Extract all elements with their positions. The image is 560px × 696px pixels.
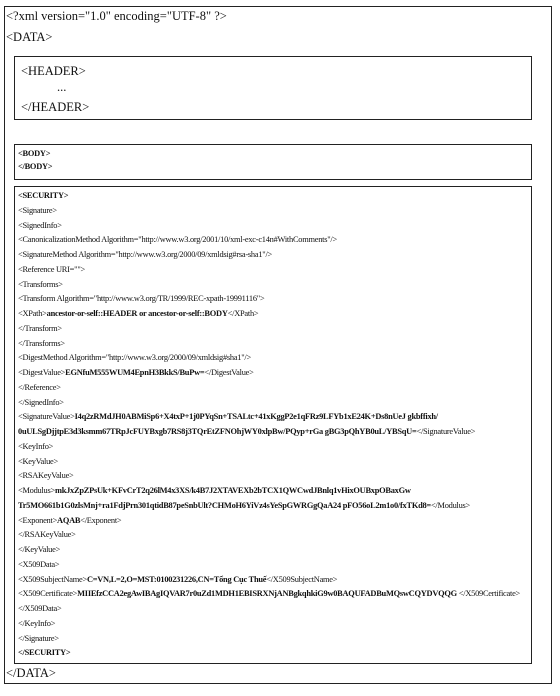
security-line — [18, 207, 57, 215]
header-open-tag: <HEADER> — [21, 64, 86, 78]
security-line-tag: </KeyValue> — [18, 545, 61, 554]
security-line-tag: </SignatureValue> — [416, 427, 476, 436]
security-line-value: 0uULSgDjjtpE3d3ksmm67TRpJcFUYBxgb7RS8j3TQrEtZFNOhjWY0xlpBw/PQyp+rGa gBG3pQhYB0uL/YBSqU= — [18, 427, 417, 436]
xml-declaration: <?xml version="1.0" encoding="UTF-8" ?> — [6, 9, 227, 23]
body-close-tag: </BODY> — [18, 162, 53, 171]
security-line-tag: <XPath> — [18, 309, 47, 318]
security-line-tag: <Exponent> — [18, 515, 58, 525]
security-line-tag: <DigestMethod Algorithm="http://www.w3.org/2000/09/xmldsig#sha1"/> — [18, 353, 251, 363]
security-line-value: C=VN,L=2,O=MST:0100231226,CN=Tổng Cục Thuế — [86, 574, 267, 584]
security-line — [18, 251, 272, 259]
data-open-tag: <DATA> — [6, 30, 53, 44]
security-line — [18, 576, 337, 584]
security-line — [18, 236, 337, 244]
security-line-tag: <Signature> — [18, 205, 57, 215]
security-line — [18, 310, 258, 318]
security-line-value: AQAB — [57, 515, 81, 525]
security-line — [18, 354, 251, 362]
security-section — [14, 186, 532, 664]
security-line — [18, 192, 68, 200]
security-line-tag: <X509SubjectName> — [18, 574, 87, 584]
header-close-tag: </HEADER> — [21, 100, 90, 114]
security-line-tag: </SignedInfo> — [18, 397, 64, 407]
security-line — [18, 472, 74, 480]
security-line-tag: <X509Certificate> — [18, 589, 78, 599]
security-line-tag: <CanonicalizationMethod Algorithm="http://www.w3.org/2001/10/xml-exc-c14n#WithComments"/> — [18, 235, 337, 245]
data-close-tag: </DATA> — [6, 666, 56, 680]
security-line — [18, 649, 70, 657]
security-line-tag: </Reference> — [18, 382, 61, 392]
security-line — [18, 340, 65, 348]
security-line-tag: <KeyInfo> — [18, 441, 54, 451]
security-line — [18, 487, 411, 495]
security-line-value: Tr5MO661b1G0zlsMnj+ra1FdjPrn301qtidB87peSnbUlt?CHMoH6YiVz4sYeSpGWRGgQaA24 pFO56oL2m1o0/fxTKd8= — [18, 500, 431, 510]
security-line-tag: <SECURITY> — [18, 191, 69, 200]
body-section — [14, 144, 532, 180]
security-line-value: I4q2zRMdJH0ABMiSp6+X4txP+1j0PYqSn+TSALtc+41xKggP2e1qFRz9LFYb1xE24K+Ds8nUeJ gkbffixh/ — [74, 412, 438, 422]
security-line-tag: </X509Certificate> — [456, 589, 521, 599]
security-line — [18, 428, 475, 436]
security-line — [18, 458, 58, 466]
security-line-tag: <Transform Algorithm="http://www.w3.org/TR/1999/REC-xpath-19991116"> — [18, 294, 265, 304]
security-line-tag: </XPath> — [227, 309, 259, 318]
security-line — [18, 443, 53, 451]
security-line-tag: </RSAKeyValue> — [18, 530, 76, 540]
security-line-tag: <SignedInfo> — [18, 220, 62, 230]
security-line-value: EGNfuM555WUM4EpnH3BkkS/BuPw= — [65, 368, 205, 377]
security-line-tag: <Reference URI=""> — [18, 264, 85, 274]
security-line-tag: </X509Data> — [18, 604, 62, 613]
security-line — [18, 635, 59, 643]
security-line-tag: </X509SubjectName> — [266, 574, 338, 584]
header-section — [14, 56, 532, 120]
security-line-tag: <RSAKeyValue> — [18, 471, 74, 481]
security-line-tag: </Transform> — [18, 323, 62, 333]
security-line — [18, 590, 520, 598]
security-line-value: MIIEfzCCA2egAwIBAgIQVAR7r0uZd1MDH1EBISRXNjANBgkqhkiG9w0BAQUFADBuMQswCQYDVQQG — [77, 589, 457, 599]
security-line-tag: <SignatureValue> — [18, 412, 75, 422]
security-line — [18, 605, 61, 613]
security-line-tag: <SignatureMethod Algorithm="http://www.w3.org/2000/09/xmldsig#rsa-sha1"/> — [18, 250, 272, 259]
security-line-value: mkJxZpZPsUk+KFvCrT2q26lM4x3XS/k4B7J2XTAVEXb2bTCX1QWCwdJBnlq1vHixOUBxpOBaxGw — [54, 486, 411, 495]
security-line — [18, 222, 62, 230]
security-line — [18, 399, 64, 407]
security-line — [18, 295, 264, 303]
security-line-tag: </Signature> — [18, 633, 59, 643]
security-line-tag: <Modulus> — [18, 486, 55, 495]
security-line-tag: <KeyValue> — [18, 456, 58, 466]
security-line — [18, 369, 254, 377]
security-line-tag: </DigestValue> — [204, 368, 254, 377]
security-line-tag: <X509Data> — [18, 559, 60, 569]
security-line-tag: <Transforms> — [18, 279, 63, 289]
security-line-value: ancestor-or-self::HEADER or ancestor-or-self::BODY — [46, 309, 228, 318]
security-line — [18, 413, 438, 421]
security-line — [18, 266, 85, 274]
security-line-tag: </Modulus> — [430, 500, 471, 510]
security-line — [18, 281, 63, 289]
security-line — [18, 325, 62, 333]
security-line-tag: </SECURITY> — [18, 648, 71, 658]
security-line — [18, 546, 60, 554]
header-ellipsis: ... — [57, 80, 67, 94]
security-line — [18, 384, 61, 392]
security-line — [18, 517, 121, 525]
security-line — [18, 561, 59, 569]
security-line-tag: </Transforms> — [18, 338, 65, 348]
security-line-tag: </Exponent> — [80, 515, 122, 525]
security-line-tag: <DigestValue> — [18, 368, 66, 377]
security-line-tag: </KeyInfo> — [18, 618, 56, 628]
body-open-tag: <BODY> — [18, 149, 51, 158]
security-line — [18, 531, 76, 539]
security-line — [18, 502, 470, 510]
security-line — [18, 620, 55, 628]
